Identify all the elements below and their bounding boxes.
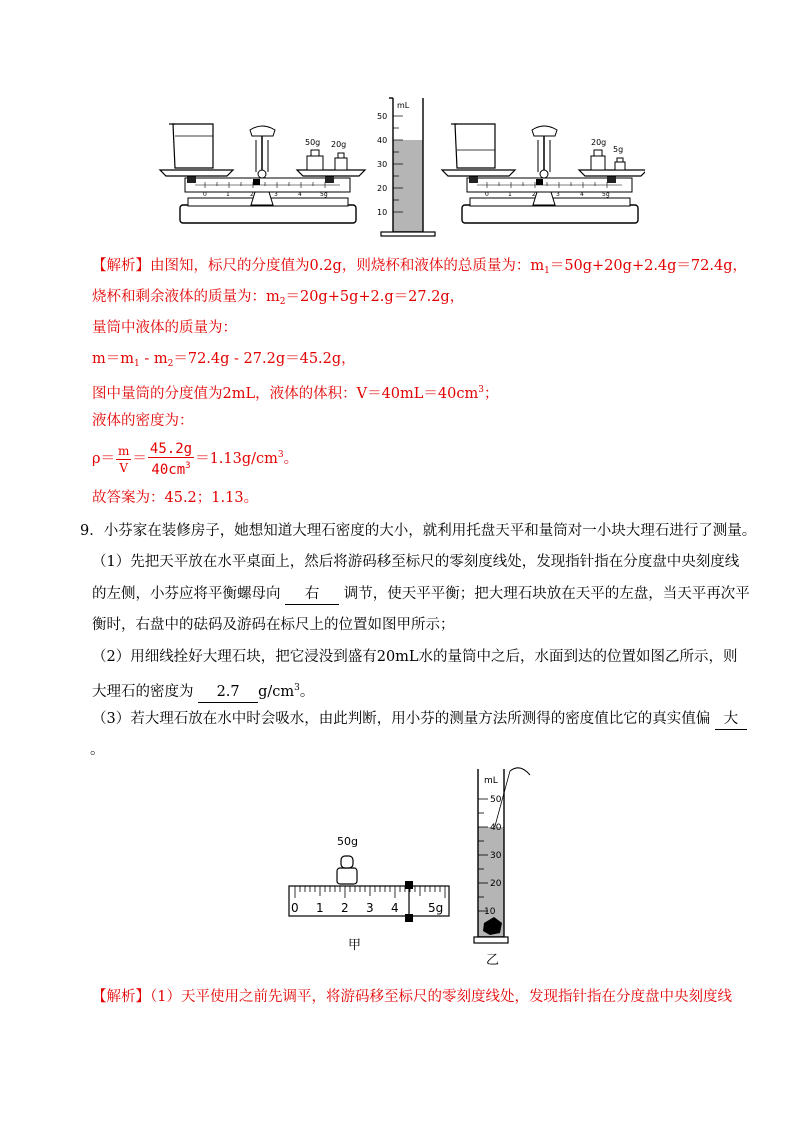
top-graduated-cylinder — [377, 98, 435, 236]
result-superscript: 3 — [277, 450, 284, 460]
q9-p1-b2: 调节，使天平平衡；把大理石块放在天平的左盘，当天平再次平 — [343, 586, 750, 602]
q9-p2-b1: 大理石的密度为 — [92, 684, 194, 700]
figure-jia-label: 甲 — [348, 938, 362, 953]
q9-part3-line1 — [92, 709, 747, 730]
fraction-numerator: 45.2g — [149, 440, 193, 457]
jia-tick-5g: 5g — [428, 901, 444, 915]
solution1-l4-b: - m — [139, 351, 168, 367]
left-weight-label-1: 50g — [305, 138, 321, 147]
solution2-line1 — [92, 987, 732, 1007]
value-fraction — [148, 441, 194, 478]
rider-bottom — [405, 914, 413, 922]
yi-unit: mL — [484, 776, 498, 786]
left-balance — [160, 124, 365, 223]
jia-tick-0: 0 — [291, 901, 299, 915]
cylinder-tick-40: 40 — [377, 136, 388, 145]
svg-text:5g: 5g — [602, 191, 610, 198]
jia-tick-3: 3 — [366, 901, 374, 915]
solution1-l5-b: ； — [483, 386, 499, 402]
fraction-m: m — [118, 443, 130, 458]
q9-part2-line1: （2）用细线拴好大理石块，把它浸没到盛有20mL水的量筒中之后，水面到达的位置如图乙所示，则 — [92, 649, 738, 665]
solution1-line5 — [92, 380, 498, 404]
fraction-v: V — [119, 460, 129, 475]
jia-tick-4: 4 — [391, 901, 399, 915]
m-over-v-fraction — [116, 443, 131, 476]
solution1-l1-tail: ＝50g+20g+2.4g＝72.4g， — [549, 258, 748, 274]
solution1-line1 — [92, 256, 747, 281]
figure-jia — [285, 830, 455, 953]
left-weight-label-2: 20g — [331, 140, 347, 149]
m1-subscript: 1 — [544, 266, 550, 276]
solution1-l4-c: ＝72.4g - 27.2g＝45.2g， — [173, 351, 356, 367]
answer-direction: 右 — [304, 586, 320, 602]
rider-top — [405, 881, 413, 889]
q9-part1-line1: （1）先把天平放在水平桌面上，然后将游码移至标尺的零刻度线处，发现指针指在分度盘中央刻度线 — [92, 554, 740, 570]
denominator-text: 40cm — [151, 461, 186, 478]
cylinder-tick-50: 50 — [377, 112, 388, 121]
svg-text:3: 3 — [556, 191, 560, 198]
svg-text:4: 4 — [298, 191, 302, 198]
fraction-denominator — [148, 458, 194, 478]
figure-yi-label: 乙 — [486, 953, 500, 968]
cylinder-tick-20: 20 — [377, 184, 388, 193]
q9-part1-line2 — [92, 584, 750, 605]
yi-tick-50: 50 — [490, 795, 502, 805]
svg-text:0: 0 — [203, 191, 207, 198]
denominator-superscript: 3 — [185, 460, 191, 471]
density-result: ＝1.13g/cm — [195, 451, 278, 467]
balance-and-cylinder-diagram — [155, 92, 645, 240]
svg-text:0: 0 — [485, 191, 489, 198]
svg-text:1: 1 — [226, 191, 230, 198]
q9-part3-line2: 。 — [90, 742, 105, 758]
rho-symbol: ρ＝ — [92, 451, 116, 467]
answer-bias: 大 — [723, 711, 739, 727]
right-balance — [442, 124, 645, 223]
jia-tick-1: 1 — [316, 901, 324, 915]
q9-p3-a: （3）若大理石放在水中时会吸水，由此判断，用小芬的测量方法所测得的密度值比它的真实值偏 — [92, 711, 711, 727]
answer-blank-direction — [285, 584, 339, 605]
svg-text:5g: 5g — [320, 191, 328, 198]
q9-part1-line3: 衡时，右盘中的砝码及游码在标尺上的位置如图甲所示； — [92, 617, 455, 633]
jia-tick-2: 2 — [341, 901, 349, 915]
solution1-l4-a: m＝m — [92, 351, 134, 367]
yi-tick-40: 40 — [490, 823, 502, 833]
right-weight-label-1: 20g — [591, 138, 607, 147]
svg-text:3: 3 — [274, 191, 278, 198]
jia-weight-label: 50g — [337, 835, 358, 848]
cylinder-tick-10: 10 — [377, 208, 388, 217]
equals-sign: ＝ — [132, 451, 147, 467]
solution1-l2-text: 烧杯和剩余液体的质量为：m — [92, 289, 280, 305]
right-weight-label-2: 5g — [613, 145, 624, 154]
solution1-line6: 液体的密度为： — [92, 413, 194, 429]
m2-subscript: 2 — [279, 297, 286, 307]
top-figure — [155, 92, 645, 240]
svg-text:2: 2 — [250, 191, 254, 198]
solution1-line2 — [92, 287, 464, 312]
svg-text:4: 4 — [580, 191, 584, 198]
solution1-density-formula — [92, 438, 298, 478]
solution1-l2-tail: ＝20g+5g+2.g＝27.2g， — [285, 289, 465, 305]
answer-density: 2.7 — [216, 684, 240, 700]
cylinder-unit: mL — [397, 101, 410, 110]
cylinder-tick-30: 30 — [377, 160, 388, 169]
solution1-answer: 故答案为：45.2；1.13。 — [92, 490, 259, 506]
m1-sub: 1 — [134, 359, 140, 369]
solution1-line4 — [92, 349, 356, 374]
q9-part2-line2 — [92, 678, 314, 703]
answer-blank-bias — [715, 709, 747, 730]
solution1-tag: 【解析】 — [92, 258, 150, 274]
rider-scale-diagram — [285, 830, 455, 930]
answer-blank-density — [198, 682, 258, 703]
q9-p2-end: 。 — [299, 684, 315, 700]
solution2-text: （1）天平使用之前先调平，将游码移至标尺的零刻度线处，发现指针指在分度盘中央刻度线 — [150, 989, 732, 1005]
density-unit: g/cm — [258, 684, 295, 700]
yi-tick-20: 20 — [490, 879, 502, 889]
m2-sub: 2 — [167, 359, 174, 369]
solution1-l1-text: 由图知，标尺的分度值为0.2g，则烧杯和液体的总质量为：m — [150, 258, 545, 274]
yi-tick-10: 10 — [484, 907, 496, 917]
density-end: 。 — [283, 451, 299, 467]
svg-text:2: 2 — [532, 191, 536, 198]
solution1-line3: 量筒中液体的质量为： — [92, 320, 237, 336]
cm3-superscript: 3 — [478, 385, 484, 395]
solution1-l5-a: 图中量筒的分度值为2mL，液体的体积：V＝40mL＝40cm — [92, 386, 479, 402]
svg-text:1: 1 — [508, 191, 512, 198]
unit-superscript: 3 — [294, 683, 300, 693]
figure-yi — [470, 765, 540, 968]
q9-p1-b1: 的左侧，小芬应将平衡螺母向 — [92, 586, 281, 602]
yi-tick-30: 30 — [490, 851, 502, 861]
yi-cylinder-diagram — [470, 765, 540, 947]
solution2-tag: 【解析】 — [92, 989, 150, 1005]
q9-stem: 9．小芬家在装修房子，她想知道大理石密度的大小，就利用托盘天平和量筒对一小块大理石进行了测量。 — [80, 523, 757, 539]
